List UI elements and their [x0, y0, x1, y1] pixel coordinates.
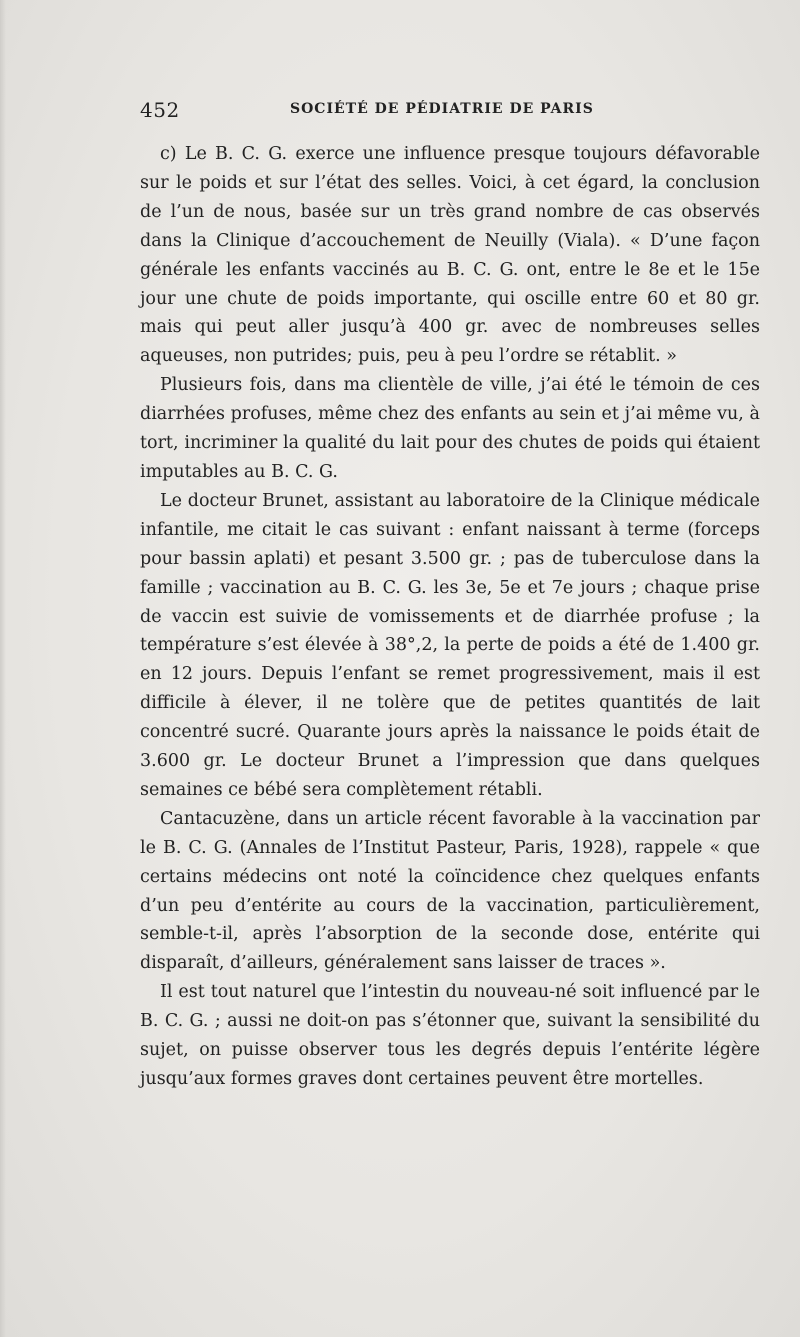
paragraph-conclusion: Il est tout naturel que l’intestin du nouveau-né soit influencé par le B. C. G. ; aussi ne doit-on pas s’étonner que, suivant la sensibilité du sujet, on puisse observer tous les degrés depuis l’entérite légère jusqu’aux formes graves dont certaines peuvent être mortelles.	[140, 982, 760, 1089]
running-title: SOCIÉTÉ DE PÉDIATRIE DE PARIS	[290, 101, 594, 117]
page-left-edge-shadow	[0, 0, 6, 1337]
paragraph-brunet-case: Le docteur Brunet, assistant au laboratoire de la Clinique médicale infantile, me citait le cas suivant : enfant naissant à terme (forceps pour bassin aplati) et pesant 3.500 gr. ; pas de tuberculose dans la famille ; vaccination au B. C. G. les 3e, 5e et 7e jours ; chaque prise de vaccin est suivie de vomissements et de diarrhée profuse ; la température s’est élevée à 38°,2, la perte de poids a été de 1.400 gr. en 12 jours. Depuis l’enfant se remet progressivement, mais il est difficile à élever, il ne tolère que de petites quantités de lait concentré sucré. Quarante jours après la naissance le poids était de 3.600 gr. Le docteur Brunet a l’impression que dans quelques semaines ce bébé sera complètement rétabli.	[140, 490, 760, 800]
paragraph-bcg-weight-influence: c) Le B. C. G. exerce une influence presque toujours défavorable sur le poids et sur l’état des selles. Voici, à cet égard, la conclusion de l’un de nous, basée sur un très grand nombre de cas observés dans la Clinique d’accouchement de Neuilly (Viala). « D’une façon générale les enfants vaccinés au B. C. G. ont, entre le 8e et le 15e jour une chute de poids importante, qui oscille entre 60 et 80 gr. mais qui peut aller jusqu’à 400 gr. avec de nombreuses selles aqueuses, non putrides; puis, peu à peu l’ordre se rétablit. »	[140, 144, 760, 367]
page-header	[140, 98, 760, 126]
page-number: 452	[140, 98, 180, 122]
body-text	[140, 140, 760, 1094]
paragraph-cantacuzene-citation: Cantacuzène, dans un article récent favorable à la vaccination par le B. C. G. (Annales de l’Institut Pasteur, Paris, 1928), rappele « que certains médecins ont noté la coïncidence chez quelques enfants d’un peu d’entérite au cours de la vaccination, particulièrement, semble-t-il, après l’absorption de la seconde dose, entérite qui disparaît, d’ailleurs, généralement sans laisser de traces ».	[140, 808, 760, 974]
paragraph-clientele-observations: Plusieurs fois, dans ma clientèle de ville, j’ai été le témoin de ces diarrhées profuses, même chez des enfants au sein et j’ai même vu, à tort, incriminer la qualité du lait pour des chutes de poids qui étaient imputables au B. C. G.	[140, 375, 760, 482]
